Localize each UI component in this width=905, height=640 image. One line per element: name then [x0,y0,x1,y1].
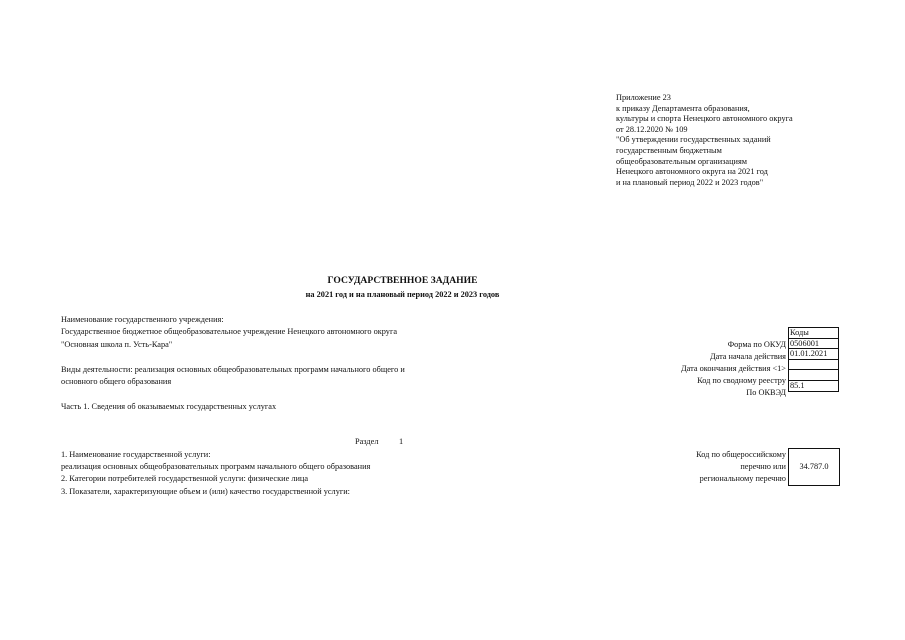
start-date-value: 01.01.2021 [789,349,839,360]
registry-code-value [789,370,839,381]
document-title: ГОСУДАРСТВЕННОЕ ЗАДАНИЕ [327,275,478,286]
okud-value: 0506001 [789,338,839,349]
part-1-heading: Часть 1. Сведения об оказываемых государственных услугах [61,402,277,411]
document-subtitle: на 2021 год и на плановый период 2022 и 2023 годов [305,290,500,299]
codes-table [788,327,839,392]
annex-line: к приказу Департамента образования, [616,103,750,113]
end-date-value [789,359,839,370]
activity-line1: Виды деятельности: реализация основных общеобразовательных программ начального общего и [61,365,405,374]
service-name-value: реализация основных общеобразовательных программ начального общего образования [61,462,371,471]
okved-value: 85.1 [789,380,839,391]
annex-line: от 28.12.2020 № 109 [616,124,688,134]
okud-label: Форма по ОКУД [727,340,786,349]
registry-code-label: Код по сводному реестру [697,376,786,385]
okved-label: По ОКВЭД [746,388,786,397]
indicators-heading: 3. Показатели, характеризующие объем и (или) качество государственной услуги: [61,487,350,496]
registry-code-caption-line3: региональному перечню [699,474,786,483]
codes-header: Коды [789,328,839,339]
annex-line: "Об утверждении государственных заданий [616,135,771,145]
section-number: 1 [399,437,404,446]
activity-line2: основного общего образования [61,377,172,386]
service-name-label: 1. Наименование государственной услуги: [61,450,211,459]
institution-name-line1: Государственное бюджетное общеобразовательное учреждение Ненецкого автономного округа [61,327,398,336]
annex-line: и на плановый период 2022 и 2023 годов" [616,177,764,187]
annex-line: общеобразовательным организациям [616,156,748,166]
service-code-box [788,448,840,486]
consumer-category: 2. Категории потребителей государственной услуги: физические лица [61,474,309,483]
annex-line: Ненецкого автономного округа на 2021 год [616,167,768,177]
registry-code-caption-line2: перечню или [740,462,786,471]
section-label: Раздел [355,437,379,446]
annex-line: Приложение 23 [616,93,671,102]
annex-line: государственным бюджетным [616,145,722,155]
annex-line: культуры и спорта Ненецкого автономного округа [616,114,793,124]
institution-label: Наименование государственного учреждения: [61,315,224,324]
annex-block [616,93,793,188]
registry-code-caption-line1: Код по общероссийскому [696,450,786,459]
start-date-label: Дата начала действия [709,352,786,361]
service-code-value: 34.787.0 [799,461,829,471]
end-date-label: Дата окончания действия <1> [681,364,786,373]
institution-name-line2: "Основная школа п. Усть-Кара" [61,340,173,349]
